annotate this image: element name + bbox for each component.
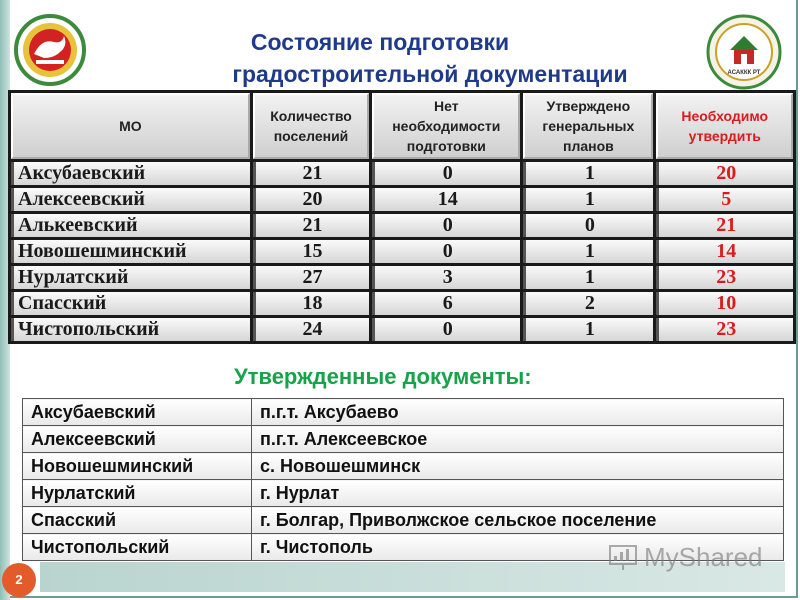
cell-approved: 0	[523, 214, 653, 237]
header-no-need: Нет необходимости подготовки	[372, 93, 520, 159]
page-number-badge: 2	[2, 563, 36, 597]
title-line-2: градостроительной документации	[232, 61, 628, 87]
table-row	[23, 426, 784, 453]
doc-name: п.г.т. Алексеевское	[252, 426, 784, 453]
cell-settlements: 21	[253, 214, 370, 237]
cell-district: Чистопольский	[11, 318, 250, 341]
cell-to-approve: 14	[656, 240, 793, 263]
header-approved: Утверждено генеральных планов	[523, 93, 653, 159]
cell-no-need: 14	[372, 188, 520, 211]
cell-no-need: 0	[372, 162, 520, 185]
cell-district: Спасский	[11, 292, 250, 315]
page-title	[150, 26, 680, 90]
doc-name: п.г.т. Аксубаево	[252, 399, 784, 426]
cell-approved: 1	[523, 240, 653, 263]
doc-name: с. Новошешминск	[252, 453, 784, 480]
header-settlements: Количество поселений	[253, 93, 370, 159]
table-row	[11, 162, 793, 185]
table-row	[11, 214, 793, 237]
cell-to-approve: 21	[656, 214, 793, 237]
cell-no-need: 0	[372, 318, 520, 341]
doc-district: Аксубаевский	[23, 399, 252, 426]
tatarstan-emblem-icon	[14, 14, 86, 86]
status-table	[8, 90, 796, 344]
cell-settlements: 27	[253, 266, 370, 289]
cell-approved: 1	[523, 162, 653, 185]
title-line-1: Состояние подготовки	[250, 29, 510, 55]
cell-district: Аксубаевский	[11, 162, 250, 185]
cell-settlements: 20	[253, 188, 370, 211]
table-row	[23, 480, 784, 507]
cell-no-need: 6	[372, 292, 520, 315]
doc-district: Новошешминский	[23, 453, 252, 480]
table-header-row	[11, 93, 793, 159]
cell-approved: 2	[523, 292, 653, 315]
doc-district: Чистопольский	[23, 534, 252, 561]
cell-approved: 1	[523, 266, 653, 289]
presentation-icon	[608, 542, 638, 572]
table-row	[23, 399, 784, 426]
table-row	[11, 240, 793, 263]
emblem-text: АСАККК РТ	[727, 70, 761, 76]
cell-settlements: 18	[253, 292, 370, 315]
cell-to-approve: 23	[656, 266, 793, 289]
cell-to-approve: 20	[656, 162, 793, 185]
table-row	[11, 292, 793, 315]
table-row	[23, 507, 784, 534]
table-row	[11, 188, 793, 211]
doc-district: Спасский	[23, 507, 252, 534]
table-row	[11, 266, 793, 289]
approved-docs-table	[22, 398, 784, 561]
cell-district: Алексеевский	[11, 188, 250, 211]
association-emblem-icon	[706, 14, 782, 90]
doc-name: г. Чистополь	[252, 534, 784, 561]
cell-to-approve: 5	[656, 188, 793, 211]
cell-district: Нурлатский	[11, 266, 250, 289]
cell-settlements: 24	[253, 318, 370, 341]
approved-docs-title: Утвержденные документы:	[234, 364, 532, 389]
cell-no-need: 3	[372, 266, 520, 289]
cell-approved: 1	[523, 188, 653, 211]
doc-name: г. Болгар, Приволжское сельское поселение	[252, 507, 784, 534]
cell-to-approve: 23	[656, 318, 793, 341]
header-mo: МО	[11, 93, 250, 159]
header-to-approve: Необходимо утвердить	[656, 93, 793, 159]
cell-no-need: 0	[372, 240, 520, 263]
doc-district: Алексеевский	[23, 426, 252, 453]
doc-district: Нурлатский	[23, 480, 252, 507]
cell-district: Алькеевский	[11, 214, 250, 237]
table-row	[11, 318, 793, 341]
watermark	[608, 540, 763, 574]
cell-approved: 1	[523, 318, 653, 341]
cell-settlements: 21	[253, 162, 370, 185]
cell-no-need: 0	[372, 214, 520, 237]
cell-to-approve: 10	[656, 292, 793, 315]
cell-settlements: 15	[253, 240, 370, 263]
cell-district: Новошешминский	[11, 240, 250, 263]
doc-name: г. Нурлат	[252, 480, 784, 507]
table-row	[23, 453, 784, 480]
watermark-text: MyShared	[644, 541, 763, 572]
